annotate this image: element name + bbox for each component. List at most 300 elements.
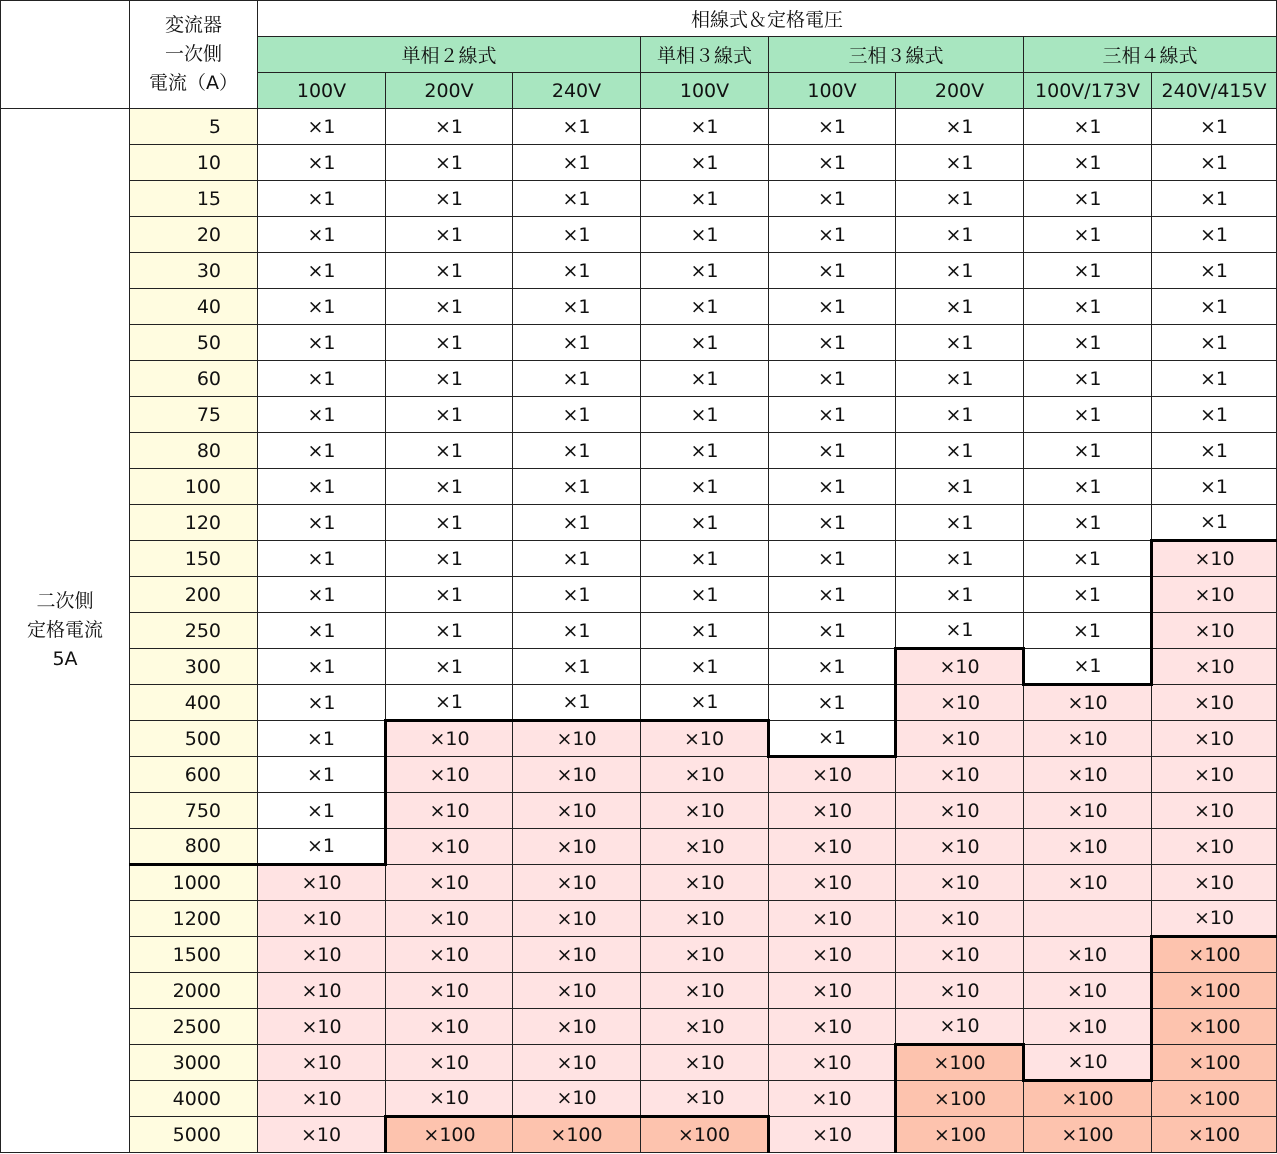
multiplier-cell: ×1 <box>513 361 641 397</box>
multiplier-cell: ×1 <box>386 469 513 505</box>
multiplier-cell: ×1 <box>386 289 513 325</box>
multiplier-cell: ×1 <box>258 145 386 181</box>
ct-header-line: 一次側 <box>164 43 222 65</box>
multiplier-cell: ×10 <box>258 1045 386 1081</box>
multiplier-cell: ×1 <box>896 217 1024 253</box>
multiplier-cell: ×1 <box>1024 505 1152 541</box>
table-row <box>1 469 1277 505</box>
ct-current-cell: 40 <box>130 289 258 325</box>
multiplier-cell: ×10 <box>896 901 1024 937</box>
multiplier-cell: ×1 <box>1152 505 1277 541</box>
table-row <box>1 289 1277 325</box>
multiplier-cell: ×1 <box>641 577 769 613</box>
multiplier-cell: ×100 <box>896 1045 1024 1081</box>
multiplier-cell: ×100 <box>386 1117 513 1153</box>
ct-current-cell: 250 <box>130 613 258 649</box>
multiplier-cell: ×1 <box>513 217 641 253</box>
ct-current-cell: 3000 <box>130 1045 258 1081</box>
multiplier-cell: ×1 <box>513 109 641 145</box>
multiplier-cell: ×1 <box>1024 397 1152 433</box>
multiplier-cell: ×1 <box>258 577 386 613</box>
multiplier-cell: ×1 <box>769 253 896 289</box>
multiplier-cell: ×1 <box>513 541 641 577</box>
ct-header-line: 電流（A） <box>149 72 238 94</box>
multiplier-cell: ×100 <box>513 1117 641 1153</box>
ct-current-cell: 5 <box>130 109 258 145</box>
multiplier-cell: ×1 <box>1024 253 1152 289</box>
table-row <box>1 505 1277 541</box>
multiplier-cell: ×1 <box>641 325 769 361</box>
multiplier-cell: ×1 <box>258 361 386 397</box>
multiplier-cell: ×10 <box>258 1117 386 1153</box>
ct-current-cell: 50 <box>130 325 258 361</box>
multiplier-cell: ×1 <box>386 145 513 181</box>
ct-header-line: 変流器 <box>164 14 222 36</box>
ct-current-cell: 300 <box>130 649 258 685</box>
wiring-group-header: 単相３線式 <box>641 37 769 73</box>
multiplier-cell: ×1 <box>1152 469 1277 505</box>
multiplier-cell: ×10 <box>258 973 386 1009</box>
multiplier-cell: ×10 <box>258 1081 386 1117</box>
multiplier-cell: ×1 <box>386 577 513 613</box>
voltage-header: 240V/415V <box>1152 73 1277 109</box>
multiplier-cell: ×1 <box>258 829 386 865</box>
multiplier-cell: ×1 <box>769 721 896 757</box>
table-row <box>1 181 1277 217</box>
multiplier-cell: ×1 <box>641 217 769 253</box>
multiplier-cell: ×10 <box>1024 1009 1152 1045</box>
multiplier-cell: ×1 <box>1024 541 1152 577</box>
multiplier-cell: ×100 <box>896 1117 1024 1153</box>
table-row <box>1 865 1277 901</box>
multiplier-cell: ×10 <box>769 829 896 865</box>
multiplier-cell: ×1 <box>1024 469 1152 505</box>
ct-current-cell: 150 <box>130 541 258 577</box>
multiplier-cell: ×1 <box>896 577 1024 613</box>
multiplier-cell: ×10 <box>769 901 896 937</box>
ct-primary-current-header <box>130 1 258 109</box>
multiplier-cell: ×10 <box>1152 613 1277 649</box>
multiplier-cell: ×1 <box>386 505 513 541</box>
multiplier-cell: ×1 <box>769 325 896 361</box>
multiplier-cell: ×10 <box>513 1081 641 1117</box>
multiplier-cell: ×10 <box>1152 829 1277 865</box>
ct-current-cell: 75 <box>130 397 258 433</box>
table-row <box>1 1009 1277 1045</box>
multiplier-cell: ×10 <box>513 865 641 901</box>
multiplier-cell: ×1 <box>896 289 1024 325</box>
multiplier-cell: ×1 <box>513 577 641 613</box>
multiplier-cell: ×10 <box>1152 577 1277 613</box>
multiplier-cell: ×10 <box>1152 865 1277 901</box>
multiplier-cell: ×1 <box>641 685 769 721</box>
multiplier-cell: ×10 <box>769 865 896 901</box>
multiplier-cell: ×1 <box>513 397 641 433</box>
multiplier-cell: ×10 <box>896 829 1024 865</box>
multiplier-cell: ×1 <box>386 361 513 397</box>
multiplier-cell: ×10 <box>769 1117 896 1153</box>
multiplier-cell: ×1 <box>258 541 386 577</box>
multiplier-cell: ×100 <box>1152 1117 1277 1153</box>
multiplier-cell: ×1 <box>258 325 386 361</box>
table-row <box>1 793 1277 829</box>
multiplier-cell: ×1 <box>1152 145 1277 181</box>
multiplier-cell: ×1 <box>1152 433 1277 469</box>
multiplier-cell: ×10 <box>1024 865 1152 901</box>
ct-current-cell: 600 <box>130 757 258 793</box>
ct-current-cell: 750 <box>130 793 258 829</box>
multiplier-cell: ×10 <box>641 937 769 973</box>
multiplier-cell: ×100 <box>1024 1117 1152 1153</box>
table-row <box>1 721 1277 757</box>
multiplier-cell: ×100 <box>1024 1081 1152 1117</box>
multiplier-cell: ×100 <box>1152 973 1277 1009</box>
multiplier-cell: ×1 <box>258 757 386 793</box>
multiplier-cell: ×10 <box>769 793 896 829</box>
multiplier-cell: ×10 <box>641 1045 769 1081</box>
multiplier-cell: ×1 <box>1024 145 1152 181</box>
multiplier-cell: ×10 <box>386 1009 513 1045</box>
multiplier-cell: ×1 <box>1024 577 1152 613</box>
multiplier-cell: ×10 <box>386 721 513 757</box>
multiplier-cell: ×1 <box>769 145 896 181</box>
table-row <box>1 109 1277 145</box>
multiplier-cell: ×100 <box>1152 1045 1277 1081</box>
multiplier-cell: ×1 <box>513 289 641 325</box>
multiplier-cell: ×10 <box>641 973 769 1009</box>
multiplier-cell: ×10 <box>769 973 896 1009</box>
multiplier-cell: ×10 <box>513 973 641 1009</box>
table-row <box>1 325 1277 361</box>
multiplier-cell: ×10 <box>641 1081 769 1117</box>
table-row <box>1 433 1277 469</box>
multiplier-cell: ×10 <box>1024 937 1152 973</box>
multiplier-cell: ×1 <box>258 109 386 145</box>
multiplier-cell: ×1 <box>769 217 896 253</box>
ct-current-cell: 5000 <box>130 1117 258 1153</box>
ct-current-cell: 400 <box>130 685 258 721</box>
multiplier-cell: ×1 <box>513 505 641 541</box>
multiplier-cell: ×1 <box>1152 217 1277 253</box>
multiplier-cell: ×1 <box>386 217 513 253</box>
multiplier-cell: ×1 <box>641 361 769 397</box>
table-row <box>1 217 1277 253</box>
multiplier-cell: ×1 <box>641 433 769 469</box>
multiplier-cell: ×10 <box>641 1009 769 1045</box>
multiplier-cell: ×10 <box>258 1009 386 1045</box>
ct-current-cell: 500 <box>130 721 258 757</box>
multiplier-cell: ×10 <box>386 757 513 793</box>
voltage-header: 200V <box>386 73 513 109</box>
multiplier-cell: ×1 <box>641 397 769 433</box>
multiplier-cell: ×1 <box>258 181 386 217</box>
table-row <box>1 397 1277 433</box>
multiplier-cell: ×100 <box>1152 1009 1277 1045</box>
multiplier-cell: ×100 <box>1152 1081 1277 1117</box>
multiplier-cell: ×10 <box>386 937 513 973</box>
multiplier-cell: ×1 <box>258 613 386 649</box>
wiring-group-header: 三相４線式 <box>1024 37 1277 73</box>
multiplier-cell: ×1 <box>258 217 386 253</box>
multiplier-cell: ×10 <box>1152 685 1277 721</box>
multiplier-cell: ×1 <box>513 325 641 361</box>
table-row <box>1 829 1277 865</box>
multiplier-cell: ×10 <box>896 721 1024 757</box>
multiplier-cell: ×10 <box>769 1045 896 1081</box>
multiplier-cell: ×10 <box>769 757 896 793</box>
multiplier-cell: ×1 <box>896 253 1024 289</box>
multiplier-cell: ×1 <box>386 433 513 469</box>
side-label-line: 5A <box>52 648 78 670</box>
multiplier-cell: ×1 <box>769 433 896 469</box>
multiplier-cell: ×10 <box>641 721 769 757</box>
multiplier-cell: ×1 <box>1024 613 1152 649</box>
group-title: 相線式＆定格電圧 <box>258 1 1277 37</box>
voltage-header: 100V/173V <box>1024 73 1152 109</box>
ct-current-cell: 4000 <box>130 1081 258 1117</box>
multiplier-cell: ×1 <box>258 721 386 757</box>
ct-current-cell: 30 <box>130 253 258 289</box>
voltage-header: 100V <box>258 73 386 109</box>
table-row <box>1 685 1277 721</box>
multiplier-cell: ×1 <box>513 649 641 685</box>
multiplier-cell: ×1 <box>258 469 386 505</box>
multiplier-cell: ×10 <box>513 757 641 793</box>
multiplier-cell: ×1 <box>896 361 1024 397</box>
multiplier-cell: ×1 <box>1024 217 1152 253</box>
multiplier-cell: ×1 <box>258 433 386 469</box>
ct-current-cell: 1000 <box>130 865 258 901</box>
multiplier-cell: ×10 <box>386 865 513 901</box>
ct-current-cell: 100 <box>130 469 258 505</box>
multiplier-cell: ×10 <box>896 865 1024 901</box>
multiplier-cell: ×10 <box>769 937 896 973</box>
multiplier-cell: ×1 <box>1152 325 1277 361</box>
ct-current-cell: 1500 <box>130 937 258 973</box>
multiplier-cell: ×1 <box>386 613 513 649</box>
multiplier-cell: ×1 <box>513 469 641 505</box>
multiplier-cell: ×1 <box>769 181 896 217</box>
multiplier-cell: ×1 <box>258 505 386 541</box>
ct-current-cell: 10 <box>130 145 258 181</box>
ct-current-cell: 2500 <box>130 1009 258 1045</box>
multiplier-cell: ×10 <box>513 937 641 973</box>
multiplier-cell: ×1 <box>769 577 896 613</box>
multiplier-cell: ×1 <box>641 541 769 577</box>
ct-current-cell: 200 <box>130 577 258 613</box>
multiplier-cell: ×10 <box>386 1045 513 1081</box>
multiplier-cell: ×1 <box>641 145 769 181</box>
table-row <box>1 901 1277 937</box>
multiplier-cell: ×10 <box>386 901 513 937</box>
multiplier-cell: ×10 <box>1152 721 1277 757</box>
table-row <box>1 649 1277 685</box>
multiplier-cell: ×1 <box>513 433 641 469</box>
multiplier-cell: ×1 <box>769 397 896 433</box>
multiplier-cell: ×1 <box>769 289 896 325</box>
ct-current-cell: 80 <box>130 433 258 469</box>
multiplier-cell: ×10 <box>896 1009 1024 1045</box>
multiplier-cell: ×10 <box>641 901 769 937</box>
multiplier-cell: ×1 <box>386 181 513 217</box>
multiplier-cell: ×100 <box>1152 937 1277 973</box>
multiplier-cell: ×1 <box>1024 181 1152 217</box>
multiplier-cell: ×1 <box>258 253 386 289</box>
multiplier-cell: ×1 <box>769 613 896 649</box>
multiplier-cell: ×1 <box>641 181 769 217</box>
multiplier-cell: ×10 <box>1152 793 1277 829</box>
multiplier-cell: ×10 <box>896 685 1024 721</box>
multiplier-cell: ×1 <box>641 505 769 541</box>
multiplier-cell: ×1 <box>258 685 386 721</box>
multiplier-cell: ×1 <box>896 109 1024 145</box>
multiplier-cell: ×1 <box>258 793 386 829</box>
multiplier-cell: ×1 <box>513 613 641 649</box>
multiplier-cell: ×1 <box>386 397 513 433</box>
multiplier-cell: ×10 <box>641 793 769 829</box>
multiplier-cell: ×10 <box>386 1081 513 1117</box>
multiplier-cell: ×1 <box>386 541 513 577</box>
multiplier-cell: ×1 <box>513 181 641 217</box>
multiplier-cell: ×1 <box>386 253 513 289</box>
multiplier-cell: ×1 <box>386 685 513 721</box>
ct-current-cell: 2000 <box>130 973 258 1009</box>
multiplier-cell: ×10 <box>896 937 1024 973</box>
multiplier-cell: ×1 <box>1024 109 1152 145</box>
voltage-header: 100V <box>769 73 896 109</box>
multiplier-cell: ×1 <box>1024 325 1152 361</box>
table-row <box>1 937 1277 973</box>
multiplier-cell: ×1 <box>1152 109 1277 145</box>
multiplier-cell: ×10 <box>1024 973 1152 1009</box>
multiplier-cell: ×1 <box>258 289 386 325</box>
multiplier-cell: ×10 <box>386 793 513 829</box>
multiplier-cell: ×1 <box>896 181 1024 217</box>
multiplier-cell: ×10 <box>641 865 769 901</box>
multiplier-cell: ×10 <box>386 973 513 1009</box>
multiplier-cell: ×10 <box>513 721 641 757</box>
table-row <box>1 973 1277 1009</box>
multiplier-cell: ×10 <box>769 1081 896 1117</box>
multiplier-cell: ×1 <box>386 109 513 145</box>
corner-cell <box>1 1 130 109</box>
multiplier-cell: ×1 <box>1152 181 1277 217</box>
table-row <box>1 1045 1277 1081</box>
multiplier-cell: ×1 <box>258 649 386 685</box>
multiplier-cell: ×10 <box>513 1045 641 1081</box>
multiplier-cell: ×10 <box>1152 649 1277 685</box>
multiplier-cell: ×1 <box>1024 289 1152 325</box>
multiplier-cell: ×10 <box>513 1009 641 1045</box>
multiplier-cell: ×1 <box>769 649 896 685</box>
multiplier-cell: ×1 <box>258 397 386 433</box>
multiplier-cell: ×1 <box>769 361 896 397</box>
ct-current-cell: 20 <box>130 217 258 253</box>
multiplier-cell: ×1 <box>513 145 641 181</box>
multiplier-cell: ×10 <box>1152 757 1277 793</box>
voltage-header: 200V <box>896 73 1024 109</box>
multiplier-cell: ×1 <box>896 325 1024 361</box>
ct-current-cell: 60 <box>130 361 258 397</box>
multiplier-cell: ×1 <box>769 685 896 721</box>
multiplier-cell: ×1 <box>896 541 1024 577</box>
multiplier-cell: ×100 <box>641 1117 769 1153</box>
multiplier-cell: ×10 <box>896 649 1024 685</box>
multiplier-cell: ×1 <box>896 145 1024 181</box>
multiplier-cell: ×1 <box>896 613 1024 649</box>
multiplier-cell: ×1 <box>513 253 641 289</box>
multiplier-cell: ×1 <box>1152 253 1277 289</box>
multiplier-cell: ×10 <box>513 829 641 865</box>
multiplier-cell: ×100 <box>896 1081 1024 1117</box>
secondary-rated-current-label <box>1 109 130 1153</box>
ct-current-cell: 1200 <box>130 901 258 937</box>
multiplier-cell: ×10 <box>1024 829 1152 865</box>
table-row <box>1 361 1277 397</box>
multiplier-cell: ×10 <box>769 1009 896 1045</box>
multiplier-cell: ×10 <box>1152 901 1277 937</box>
table-row <box>1 577 1277 613</box>
multiplier-cell: ×10 <box>1024 1045 1152 1081</box>
ct-current-cell: 800 <box>130 829 258 865</box>
multiplier-cell: ×1 <box>641 649 769 685</box>
multiplier-cell: ×1 <box>386 649 513 685</box>
multiplier-cell: ×1 <box>1024 361 1152 397</box>
multiplier-cell: ×10 <box>896 793 1024 829</box>
table-row <box>1 613 1277 649</box>
multiplier-cell: ×1 <box>769 109 896 145</box>
multiplier-cell: ×10 <box>513 901 641 937</box>
multiplier-cell: ×1 <box>769 469 896 505</box>
table-row <box>1 1081 1277 1117</box>
wiring-group-header: 三相３線式 <box>769 37 1024 73</box>
multiplier-cell: ×10 <box>386 829 513 865</box>
multiplier-cell: ×10 <box>896 757 1024 793</box>
wiring-group-header: 単相２線式 <box>258 37 641 73</box>
ct-current-cell: 15 <box>130 181 258 217</box>
multiplier-cell: ×1 <box>386 325 513 361</box>
multiplier-cell: ×10 <box>896 973 1024 1009</box>
voltage-header: 100V <box>641 73 769 109</box>
table-row <box>1 1117 1277 1153</box>
side-label-line: 定格電流 <box>26 619 103 641</box>
multiplier-cell: ×10 <box>258 865 386 901</box>
table-row <box>1 145 1277 181</box>
multiplier-cell: ×1 <box>641 289 769 325</box>
multiplier-cell: ×1 <box>896 469 1024 505</box>
multiplier-cell: ×1 <box>1024 649 1152 685</box>
multiplier-cell: ×1 <box>769 541 896 577</box>
multiplier-cell: ×10 <box>1024 757 1152 793</box>
table-row <box>1 253 1277 289</box>
multiplier-cell: ×1 <box>641 469 769 505</box>
multiplier-cell: ×1 <box>896 505 1024 541</box>
side-label-line: 二次側 <box>36 590 94 612</box>
multiplier-cell: ×1 <box>1024 433 1152 469</box>
multiplier-cell <box>1024 901 1152 937</box>
multiplier-cell: ×1 <box>641 109 769 145</box>
ct-current-cell: 120 <box>130 505 258 541</box>
multiplier-cell: ×1 <box>1152 289 1277 325</box>
multiplier-cell: ×1 <box>769 505 896 541</box>
voltage-header: 240V <box>513 73 641 109</box>
multiplier-cell: ×10 <box>513 793 641 829</box>
table-row <box>1 757 1277 793</box>
multiplier-cell: ×10 <box>641 829 769 865</box>
multiplier-cell: ×10 <box>1152 541 1277 577</box>
multiplier-cell: ×1 <box>1152 397 1277 433</box>
multiplier-cell: ×10 <box>641 757 769 793</box>
